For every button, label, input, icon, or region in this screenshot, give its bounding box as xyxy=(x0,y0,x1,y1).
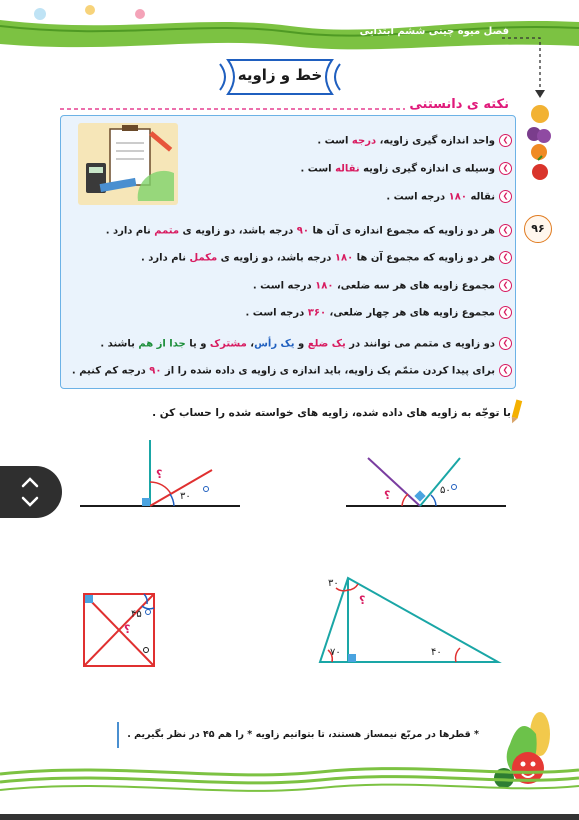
note-item-2 xyxy=(300,162,512,175)
bullet-icon: ❯ xyxy=(499,306,512,319)
note-item-1 xyxy=(317,134,512,147)
bullet-icon: ❯ xyxy=(499,224,512,237)
note-item-text: درجه باشد، دو زاویه ی xyxy=(179,225,297,237)
note-highlight: مکمل xyxy=(189,252,218,264)
bullet-icon: ❯ xyxy=(499,364,512,377)
note-item-6 xyxy=(253,279,512,292)
note-highlight: ۳۶۰ xyxy=(307,307,327,319)
note-item-text: باشند . xyxy=(100,338,139,350)
note-item-text: دو زاویه ی متمم می توانند در xyxy=(345,338,495,350)
note-highlight: ۹۰ xyxy=(149,365,162,377)
note-highlight: درجه xyxy=(351,135,377,147)
fig1-unknown: ؟ xyxy=(156,468,163,481)
chevron-down-icon[interactable] xyxy=(20,496,40,508)
clipboard-illustration-icon xyxy=(78,123,178,205)
instruction-text: با توجّه به زاویه های داده شده، زاویه های خواسته شده را حساب کن . xyxy=(152,407,511,419)
note-item-8 xyxy=(100,337,512,350)
note-item-text: درجه باشد، دو زاویه ی xyxy=(217,252,335,264)
figure-square-diagonals xyxy=(82,592,158,670)
note-item-text: و xyxy=(294,338,308,350)
header-dotted-connector xyxy=(500,30,560,100)
fig2-angle-label: ۵۰ xyxy=(440,485,451,496)
note-item-text: درجه است . xyxy=(386,191,449,203)
note-item-text: نام دارد . xyxy=(105,225,155,237)
page-number: ۹۶ xyxy=(524,215,552,243)
chevron-up-icon[interactable] xyxy=(20,476,40,488)
note-item-4 xyxy=(106,224,512,237)
fig4-angle-left: ۷۰ xyxy=(330,647,341,658)
fig4-angle-right: ۴۰ xyxy=(431,647,442,658)
note-highlight: ۱۸۰ xyxy=(448,191,467,203)
bullet-icon: ❯ xyxy=(499,279,512,292)
footer-wave xyxy=(0,760,579,820)
note-item-text: وسیله ی اندازه گیری زاویه xyxy=(359,163,495,175)
note-item-text: مجموع زاویه های هر چهار ضلعی، xyxy=(326,307,495,319)
page-nav-button[interactable] xyxy=(0,466,62,518)
note-item-text: درجه کم کنیم . xyxy=(71,365,150,377)
fruit-decoration-icon xyxy=(520,100,560,200)
bullet-icon: ❯ xyxy=(499,162,512,175)
note-item-text: است . xyxy=(300,163,336,175)
note-highlight: یک ضلع xyxy=(307,338,346,350)
note-highlight: جدا از هم xyxy=(138,338,186,350)
note-highlight: یک رأس xyxy=(254,338,295,350)
pencil-icon xyxy=(510,398,524,424)
note-item-3 xyxy=(386,190,512,203)
figure-triangle xyxy=(318,574,502,666)
note-item-text: است . xyxy=(317,135,352,147)
note-item-text: مجموع زاویه های هر سه ضلعی، xyxy=(333,280,495,292)
note-item-text: و یا xyxy=(185,338,210,350)
note-item-7 xyxy=(245,306,512,319)
note-highlight: ۹۰ xyxy=(296,225,309,237)
note-item-5 xyxy=(141,251,512,264)
header-banner xyxy=(0,0,579,50)
fig1-angle-label: ۳۰ xyxy=(180,491,191,502)
note-highlight: متمم xyxy=(154,225,180,237)
bullet-icon: ❯ xyxy=(499,134,512,147)
bullet-icon: ❯ xyxy=(499,190,512,203)
note-item-text: هر دو زاویه که مجموع اندازه ی آن ها xyxy=(308,225,495,237)
note-highlight: نقاله xyxy=(335,163,360,175)
header-title: فصل میوه چینی ششم ابتدایی xyxy=(359,26,509,37)
fig4-unknown: ؟ xyxy=(359,594,366,607)
note-item-text: نام دارد . xyxy=(140,252,190,264)
note-item-text: نقاله xyxy=(466,191,495,203)
page-title: خط و زاویه xyxy=(237,66,323,84)
note-item-text: واحد اندازه گیری زاویه، xyxy=(376,135,495,147)
figure-angle-50 xyxy=(346,450,506,516)
note-highlight: ۱۸۰ xyxy=(315,280,334,292)
note-label: نکته ی دانستنی xyxy=(409,97,509,112)
note-highlight: ۱۸۰ xyxy=(334,252,354,264)
bullet-icon: ❯ xyxy=(499,337,512,350)
note-item-text: درجه است . xyxy=(245,307,308,319)
fig3-angle-label: ۴۵ xyxy=(131,609,142,620)
note-item-text: برای پیدا کردن متمّم یک زاویه، باید اندازه ی زاویه ی داده شده را از xyxy=(161,365,495,377)
note-item-text: ، xyxy=(246,338,255,350)
bottom-note: * قطرها در مربّع نیمساز هستند، تا بتوانیم زاویه * را هم ۴۵ در نظر بگیریم . xyxy=(127,729,479,740)
fig3-unknown: ؟ xyxy=(124,623,131,636)
note-item-text: درجه است . xyxy=(252,280,316,292)
bullet-icon: ❯ xyxy=(499,251,512,264)
note-item-text: هر دو زاویه که مجموع آن ها xyxy=(353,252,495,264)
fig2-unknown: ؟ xyxy=(384,489,391,502)
note-item-9 xyxy=(72,364,512,377)
note-highlight: مشترک xyxy=(209,338,247,350)
fig4-angle-top: ۳۰ xyxy=(328,578,339,589)
